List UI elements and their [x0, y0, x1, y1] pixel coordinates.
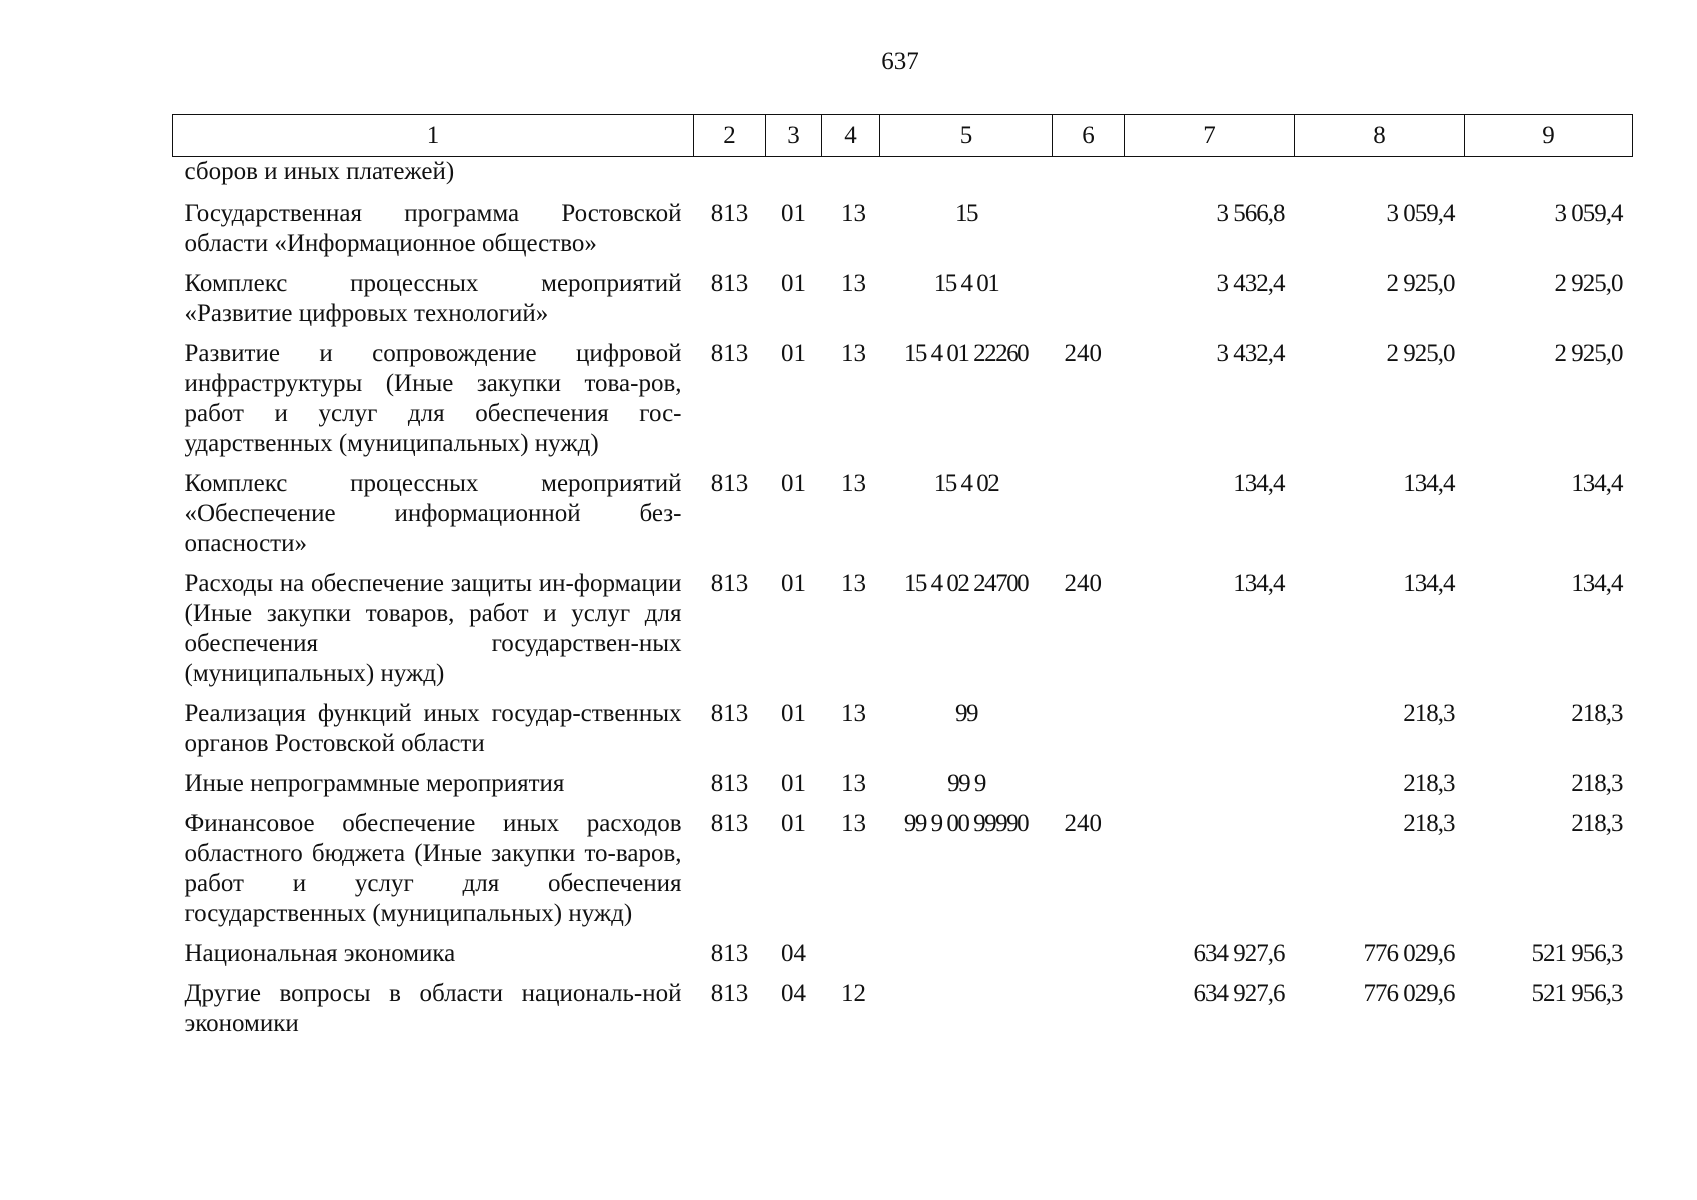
cell-ministry: 813	[710, 980, 749, 1007]
cell-target-article: 15 4 01	[933, 270, 999, 297]
cell-amount-7	[1125, 809, 1295, 939]
cell-target-article: 15 4 02	[933, 470, 999, 497]
table-row	[173, 809, 1633, 939]
cell-expense-type	[1053, 269, 1125, 339]
cell-subsection: 13	[841, 570, 866, 597]
cell-amount-9: 134,4	[1571, 570, 1623, 597]
cell-amount-8: 776 029,6	[1363, 980, 1455, 1007]
cell-expense-type	[1053, 769, 1125, 809]
table-row	[173, 199, 1633, 269]
cell-section: 01	[781, 270, 806, 297]
row-name: Комплекс процессных мероприятий «Развитие цифровых технологий»	[184, 270, 682, 327]
cell-amount-9: 134,4	[1571, 470, 1623, 497]
row-name: Развитие и сопровождение цифровой инфраструктуры (Иные закупки това-ров, работ и услуг для обеспечения гос-ударственных (муниципальных) нужд)	[184, 340, 682, 457]
cell-section: 01	[781, 200, 806, 227]
cell-ministry: 813	[710, 200, 749, 227]
cell-ministry: 813	[710, 340, 749, 367]
cell-subsection: 13	[841, 340, 866, 367]
page-number: 637	[881, 48, 919, 75]
cell-subsection: 13	[841, 270, 866, 297]
cell-ministry: 813	[710, 470, 749, 497]
cell-target-article	[880, 939, 1053, 979]
column-header: 6	[1053, 115, 1125, 157]
cell-amount-9: 218,3	[1571, 700, 1623, 727]
cell-section: 01	[781, 340, 806, 367]
cell-expense-type: 240	[1064, 810, 1102, 837]
cell-subsection	[822, 939, 880, 979]
cell-ministry: 813	[710, 940, 749, 967]
cell-amount-7: 634 927,6	[1193, 940, 1285, 967]
cell-subsection: 12	[841, 980, 866, 1007]
cell-target-article: 15	[955, 200, 977, 227]
column-header: 4	[822, 115, 880, 157]
cell-amount-8: 134,4	[1403, 570, 1455, 597]
column-header: 7	[1125, 115, 1295, 157]
cell-expense-type	[1053, 469, 1125, 569]
column-header: 9	[1465, 115, 1633, 157]
table-row	[173, 339, 1633, 469]
table-row	[173, 569, 1633, 699]
cell-amount-8: 134,4	[1403, 470, 1455, 497]
row-name: Другие вопросы в области националь-ной экономики	[184, 980, 682, 1037]
cell-expense-type: 240	[1064, 570, 1102, 597]
cell-expense-type	[1053, 979, 1125, 1049]
column-header: 2	[694, 115, 766, 157]
continued-text: сборов и иных платежей)	[184, 158, 455, 185]
cell-expense-type	[1053, 199, 1125, 269]
cell-amount-8: 2 925,0	[1386, 340, 1455, 367]
cell-target-article: 15 4 01 22260	[903, 340, 1029, 367]
cell-expense-type	[1053, 699, 1125, 769]
cell-amount-9: 521 956,3	[1531, 940, 1623, 967]
table-row	[173, 939, 1633, 979]
cell-amount-9: 2 925,0	[1554, 340, 1623, 367]
cell-amount-9: 521 956,3	[1531, 980, 1623, 1007]
cell-amount-9: 218,3	[1571, 810, 1623, 837]
cell-section: 01	[781, 470, 806, 497]
cell-target-article: 15 4 02 24700	[903, 570, 1029, 597]
cell-target-article: 99 9	[947, 770, 985, 797]
cell-amount-8: 3 059,4	[1386, 200, 1455, 227]
row-name: Расходы на обеспечение защиты ин-формации (Иные закупки товаров, работ и услуг для обеспечения государствен-ных (муниципальных) нужд)	[184, 570, 682, 687]
cell-amount-7	[1125, 699, 1295, 769]
cell-amount-7: 3 432,4	[1216, 270, 1285, 297]
cell-section: 04	[781, 940, 806, 967]
cell-section: 01	[781, 570, 806, 597]
column-header: 1	[173, 115, 694, 157]
cell-ministry: 813	[710, 700, 749, 727]
cell-subsection: 13	[841, 200, 866, 227]
continued-row	[173, 157, 1633, 200]
row-name: Государственная программа Ростовской области «Информационное общество»	[184, 200, 682, 257]
cell-ministry: 813	[710, 570, 749, 597]
cell-target-article: 99	[955, 700, 977, 727]
cell-amount-7: 134,4	[1233, 570, 1285, 597]
cell-amount-7: 134,4	[1233, 470, 1285, 497]
cell-amount-8: 776 029,6	[1363, 940, 1455, 967]
cell-subsection: 13	[841, 700, 866, 727]
cell-target-article	[880, 979, 1053, 1049]
cell-amount-7	[1125, 769, 1295, 809]
cell-amount-8: 218,3	[1403, 770, 1455, 797]
cell-subsection: 13	[841, 810, 866, 837]
cell-ministry: 813	[710, 270, 749, 297]
column-header: 8	[1295, 115, 1465, 157]
row-name: Комплекс процессных мероприятий «Обеспечение информационной без-опасности»	[184, 470, 682, 557]
cell-amount-9: 2 925,0	[1554, 270, 1623, 297]
table-row	[173, 469, 1633, 569]
cell-subsection: 13	[841, 470, 866, 497]
cell-ministry: 813	[710, 770, 749, 797]
cell-amount-7: 3 432,4	[1216, 340, 1285, 367]
cell-section: 01	[781, 810, 806, 837]
cell-expense-type	[1053, 939, 1125, 979]
cell-ministry: 813	[710, 810, 749, 837]
table-row	[173, 269, 1633, 339]
cell-section: 04	[781, 980, 806, 1007]
column-header: 5	[880, 115, 1053, 157]
budget-table	[172, 114, 1633, 1049]
cell-expense-type: 240	[1064, 340, 1102, 367]
cell-section: 01	[781, 770, 806, 797]
row-name: Реализация функций иных государ-ственных органов Ростовской области	[184, 700, 682, 757]
row-name: Финансовое обеспечение иных расходов областного бюджета (Иные закупки то-варов, работ и услуг для обеспечения государственных (муниципальных) нужд)	[184, 810, 682, 927]
table-row	[173, 699, 1633, 769]
header-row	[173, 115, 1633, 157]
row-name: Иные непрограммные мероприятия	[184, 770, 565, 797]
row-name: Национальная экономика	[184, 940, 456, 967]
table-row	[173, 769, 1633, 809]
cell-amount-8: 218,3	[1403, 700, 1455, 727]
cell-target-article: 99 9 00 99990	[903, 810, 1029, 837]
cell-amount-9: 3 059,4	[1554, 200, 1623, 227]
cell-amount-8: 2 925,0	[1386, 270, 1455, 297]
cell-amount-7: 3 566,8	[1216, 200, 1285, 227]
column-header: 3	[766, 115, 822, 157]
cell-amount-7: 634 927,6	[1193, 980, 1285, 1007]
cell-subsection: 13	[841, 770, 866, 797]
cell-amount-8: 218,3	[1403, 810, 1455, 837]
cell-amount-9: 218,3	[1571, 770, 1623, 797]
cell-section: 01	[781, 700, 806, 727]
table-row	[173, 979, 1633, 1049]
